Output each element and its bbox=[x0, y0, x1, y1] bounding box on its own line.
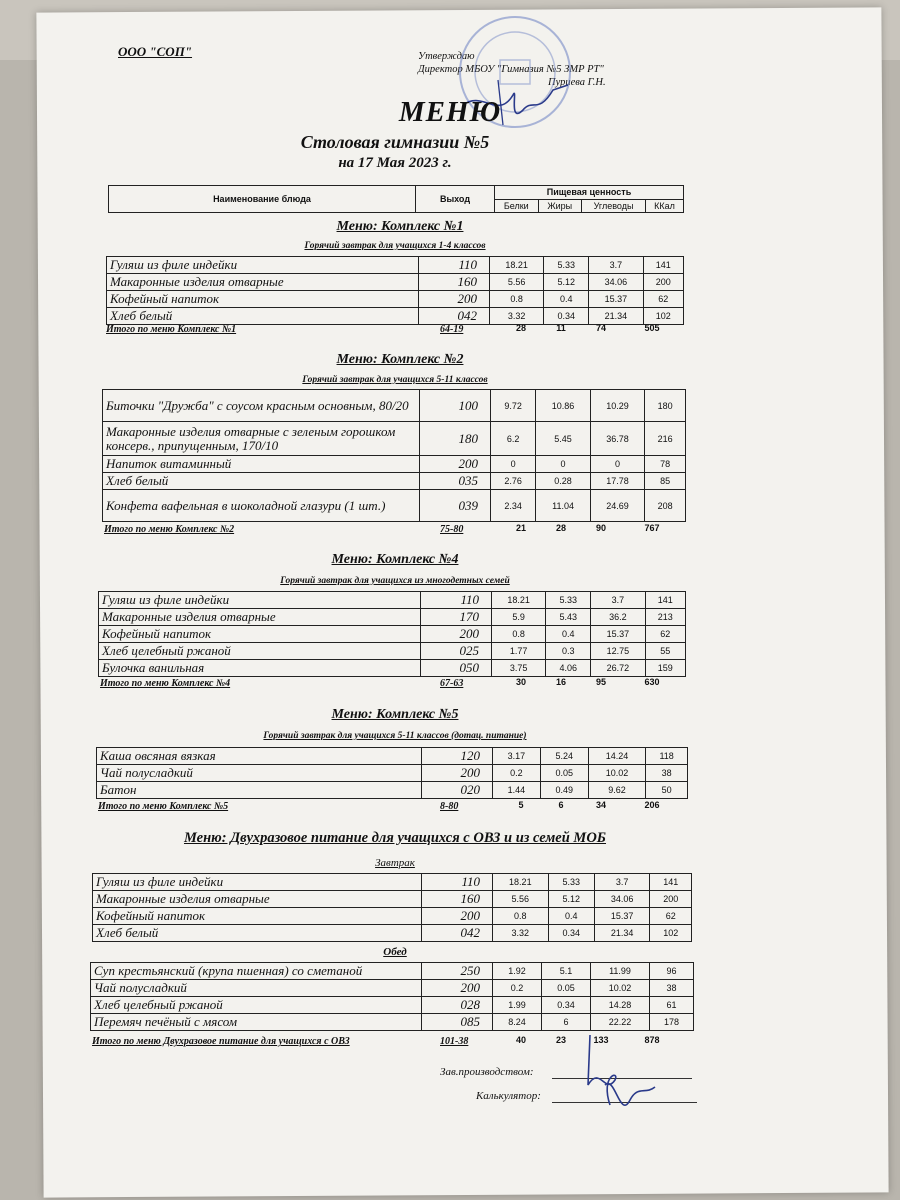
output-cell: 050 bbox=[421, 660, 492, 677]
table-row bbox=[91, 980, 694, 997]
section-title: Меню: Двухразовое питание для учащихся с ОВЗ и из семей МОБ bbox=[183, 830, 607, 846]
nutrition-cell: 200 bbox=[643, 274, 683, 291]
total-value: 630 bbox=[644, 677, 660, 687]
nutrition-cell: 178 bbox=[649, 1014, 693, 1031]
nutrition-cell: 0.4 bbox=[546, 626, 591, 643]
nutrition-cell: 14.28 bbox=[591, 997, 650, 1014]
table-row bbox=[93, 874, 692, 891]
header-col: Жиры bbox=[538, 199, 581, 213]
dish-name-cell: Макаронные изделия отварные bbox=[93, 891, 422, 908]
nutrition-cell: 15.37 bbox=[591, 626, 645, 643]
output-cell: 020 bbox=[422, 782, 493, 799]
nutrition-cell: 141 bbox=[650, 874, 692, 891]
dish-name-cell: Гуляш из филе индейки bbox=[107, 257, 419, 274]
nutrition-cell: 14.24 bbox=[588, 748, 646, 765]
total-value: 505 bbox=[644, 323, 660, 333]
total-value: 5 bbox=[518, 800, 524, 810]
dish-name-cell: Хлеб белый bbox=[93, 925, 422, 942]
nutrition-cell: 3.7 bbox=[594, 874, 650, 891]
menu-table bbox=[102, 389, 686, 522]
output-cell: 110 bbox=[422, 874, 493, 891]
nutrition-cell: 0.3 bbox=[546, 643, 591, 660]
header-col: Белки bbox=[495, 199, 539, 213]
output-cell: 039 bbox=[420, 490, 491, 522]
nutrition-cell: 36.2 bbox=[591, 609, 645, 626]
nutrition-cell: 200 bbox=[650, 891, 692, 908]
menu-table bbox=[90, 962, 694, 1031]
dish-name-cell: Макаронные изделия отварные bbox=[107, 274, 419, 291]
nutrition-cell: 36.78 bbox=[590, 422, 645, 456]
table-row bbox=[103, 422, 686, 456]
nutrition-cell: 26.72 bbox=[591, 660, 645, 677]
nutrition-cell: 5.43 bbox=[546, 609, 591, 626]
dish-name-cell: Хлеб целебный ржаной bbox=[99, 643, 421, 660]
output-cell: 085 bbox=[422, 1014, 493, 1031]
nutrition-cell: 2.76 bbox=[491, 473, 536, 490]
dish-name-cell: Гуляш из филе индейки bbox=[93, 874, 422, 891]
total-label: Итого по меню Комплекс №5 bbox=[98, 801, 229, 812]
nutrition-cell: 141 bbox=[645, 592, 685, 609]
nutrition-cell: 102 bbox=[643, 308, 683, 325]
header-output: Выход bbox=[416, 186, 495, 213]
nutrition-cell: 10.86 bbox=[536, 390, 591, 422]
dish-name-cell: Хлеб белый bbox=[107, 308, 419, 325]
nutrition-cell: 38 bbox=[646, 765, 688, 782]
nutrition-cell: 61 bbox=[649, 997, 693, 1014]
nutrition-cell: 24.69 bbox=[590, 490, 645, 522]
nutrition-cell: 78 bbox=[645, 456, 686, 473]
nutrition-cell: 1.77 bbox=[492, 643, 546, 660]
total-label: Итого по меню Комплекс №2 bbox=[104, 524, 235, 535]
nutrition-cell: 11.04 bbox=[536, 490, 591, 522]
nutrition-cell: 9.62 bbox=[588, 782, 646, 799]
output-cell: 042 bbox=[422, 925, 493, 942]
total-value: 95 bbox=[595, 677, 606, 687]
nutrition-cell: 3.7 bbox=[589, 257, 643, 274]
table-row bbox=[99, 626, 686, 643]
nutrition-cell: 102 bbox=[650, 925, 692, 942]
dish-name-cell: Хлеб белый bbox=[103, 473, 420, 490]
dish-name-cell: Напиток витаминный bbox=[103, 456, 420, 473]
dish-name-cell: Кофейный напиток bbox=[99, 626, 421, 643]
nutrition-cell: 213 bbox=[645, 609, 685, 626]
total-value: 21 bbox=[515, 523, 526, 533]
nutrition-cell: 159 bbox=[645, 660, 685, 677]
total-label: Итого по меню Комплекс №1 bbox=[106, 324, 237, 335]
table-row bbox=[91, 963, 694, 980]
nutrition-cell: 62 bbox=[650, 908, 692, 925]
nutrition-cell: 2.34 bbox=[491, 490, 536, 522]
total-value: 90 bbox=[595, 523, 606, 533]
total-values bbox=[502, 677, 682, 687]
nutrition-cell: 4.06 bbox=[546, 660, 591, 677]
nutrition-cell: 15.37 bbox=[594, 908, 650, 925]
header-nutrition: Пищевая ценность bbox=[495, 186, 684, 200]
nutrition-cell: 5.56 bbox=[493, 891, 549, 908]
nutrition-cell: 1.92 bbox=[493, 963, 542, 980]
nutrition-cell: 3.7 bbox=[591, 592, 645, 609]
output-cell: 200 bbox=[420, 456, 491, 473]
nutrition-cell: 0.34 bbox=[548, 925, 594, 942]
total-value: 11 bbox=[556, 323, 566, 333]
total-price: 8-80 bbox=[440, 801, 459, 812]
table-row bbox=[93, 908, 692, 925]
table-row bbox=[99, 660, 686, 677]
breakfast-label: Завтрак bbox=[375, 857, 415, 869]
header-table bbox=[108, 185, 684, 213]
table-row bbox=[103, 390, 686, 422]
nutrition-cell: 62 bbox=[643, 291, 683, 308]
nutrition-cell: 34.06 bbox=[589, 274, 643, 291]
output-cell: 200 bbox=[421, 626, 492, 643]
total-values bbox=[502, 800, 682, 810]
dish-name-cell: Биточки "Дружба" с соусом красным основным, 80/20 bbox=[103, 390, 420, 422]
nutrition-cell: 5.12 bbox=[548, 891, 594, 908]
output-cell: 160 bbox=[419, 274, 490, 291]
output-cell: 120 bbox=[422, 748, 493, 765]
nutrition-cell: 18.21 bbox=[490, 257, 544, 274]
nutrition-cell: 17.78 bbox=[590, 473, 645, 490]
output-cell: 200 bbox=[422, 765, 493, 782]
table-row bbox=[103, 456, 686, 473]
nutrition-cell: 10.29 bbox=[590, 390, 645, 422]
nutrition-cell: 8.24 bbox=[493, 1014, 542, 1031]
nutrition-cell: 15.37 bbox=[589, 291, 643, 308]
nutrition-cell: 5.56 bbox=[490, 274, 544, 291]
nutrition-cell: 10.02 bbox=[588, 765, 646, 782]
table-row bbox=[99, 609, 686, 626]
total-value: 40 bbox=[515, 1035, 526, 1045]
nutrition-cell: 1.99 bbox=[493, 997, 542, 1014]
dish-name-cell: Макаронные изделия отварные bbox=[99, 609, 421, 626]
total-value: 133 bbox=[593, 1035, 609, 1045]
nutrition-cell: 6 bbox=[542, 1014, 591, 1031]
total-value: 878 bbox=[644, 1035, 660, 1045]
output-cell: 170 bbox=[421, 609, 492, 626]
production-label: Зав.производством: bbox=[440, 1066, 534, 1078]
table-row bbox=[107, 274, 684, 291]
nutrition-cell: 216 bbox=[645, 422, 686, 456]
nutrition-cell: 0.34 bbox=[542, 997, 591, 1014]
nutrition-cell: 9.72 bbox=[491, 390, 536, 422]
nutrition-cell: 5.1 bbox=[542, 963, 591, 980]
nutrition-cell: 1.44 bbox=[493, 782, 541, 799]
nutrition-cell: 5.33 bbox=[546, 592, 591, 609]
header-dish: Наименование блюда bbox=[109, 186, 416, 213]
table-row bbox=[99, 592, 686, 609]
dish-name-cell: Чай полусладкий bbox=[91, 980, 422, 997]
nutrition-cell: 0.28 bbox=[536, 473, 591, 490]
total-label: Итого по меню Комплекс №4 bbox=[100, 678, 231, 689]
dish-name-cell: Хлеб целебный ржаной bbox=[91, 997, 422, 1014]
dish-name-cell: Конфета вафельная в шоколадной глазури (1 шт.) bbox=[103, 490, 420, 522]
total-price: 67-63 bbox=[440, 678, 464, 689]
dish-name-cell: Макаронные изделия отварные с зеленым горошком консерв., припущенным, 170/10 bbox=[103, 422, 420, 456]
dish-name-cell: Булочка ванильная bbox=[99, 660, 421, 677]
page-title: МЕНЮ bbox=[398, 96, 502, 128]
total-value: 28 bbox=[555, 523, 566, 533]
table-row bbox=[93, 925, 692, 942]
organization-name: ООО "СОП" bbox=[118, 44, 193, 59]
total-value: 6 bbox=[558, 800, 564, 810]
dish-name-cell: Гуляш из филе индейки bbox=[99, 592, 421, 609]
nutrition-cell: 3.32 bbox=[490, 308, 544, 325]
nutrition-cell: 0.2 bbox=[493, 765, 541, 782]
header-col: ККал bbox=[646, 199, 684, 213]
nutrition-cell: 3.17 bbox=[493, 748, 541, 765]
output-cell: 100 bbox=[420, 390, 491, 422]
nutrition-cell: 118 bbox=[646, 748, 688, 765]
nutrition-cell: 96 bbox=[649, 963, 693, 980]
nutrition-cell: 18.21 bbox=[492, 592, 546, 609]
nutrition-cell: 180 bbox=[645, 390, 686, 422]
section-subtitle: Горячий завтрак для учащихся 5-11 классов bbox=[302, 375, 488, 385]
nutrition-cell: 0.4 bbox=[544, 291, 589, 308]
table-row bbox=[91, 997, 694, 1014]
nutrition-cell: 5.33 bbox=[548, 874, 594, 891]
table-row bbox=[97, 748, 688, 765]
nutrition-cell: 12.75 bbox=[591, 643, 645, 660]
nutrition-cell: 5.12 bbox=[544, 274, 589, 291]
nutrition-cell: 6.2 bbox=[491, 422, 536, 456]
total-value: 16 bbox=[555, 677, 566, 687]
nutrition-cell: 21.34 bbox=[589, 308, 643, 325]
table-row bbox=[107, 257, 684, 274]
section-subtitle: Горячий завтрак для учащихся из многодетных семей bbox=[280, 576, 510, 586]
output-cell: 200 bbox=[419, 291, 490, 308]
total-value: 28 bbox=[515, 323, 526, 333]
nutrition-cell: 5.24 bbox=[540, 748, 588, 765]
nutrition-cell: 85 bbox=[645, 473, 686, 490]
lunch-label: Обед bbox=[383, 946, 407, 958]
nutrition-cell: 0.49 bbox=[540, 782, 588, 799]
dish-name-cell: Перемяч печёный с мясом bbox=[91, 1014, 422, 1031]
calculator-label: Калькулятор: bbox=[476, 1090, 541, 1102]
nutrition-cell: 0.34 bbox=[544, 308, 589, 325]
dish-name-cell: Каша овсяная вязкая bbox=[97, 748, 422, 765]
nutrition-cell: 5.33 bbox=[544, 257, 589, 274]
table-row bbox=[107, 291, 684, 308]
nutrition-cell: 0.2 bbox=[493, 980, 542, 997]
table-row bbox=[93, 891, 692, 908]
output-cell: 110 bbox=[419, 257, 490, 274]
output-cell: 025 bbox=[421, 643, 492, 660]
nutrition-cell: 38 bbox=[649, 980, 693, 997]
total-price: 64-19 bbox=[440, 324, 464, 335]
nutrition-cell: 0 bbox=[536, 456, 591, 473]
table-row bbox=[97, 782, 688, 799]
nutrition-cell: 34.06 bbox=[594, 891, 650, 908]
approval-line: Утверждаю bbox=[418, 51, 475, 62]
nutrition-cell: 21.34 bbox=[594, 925, 650, 942]
dish-name-cell: Кофейный напиток bbox=[93, 908, 422, 925]
dish-name-cell: Батон bbox=[97, 782, 422, 799]
output-cell: 042 bbox=[419, 308, 490, 325]
approval-director: Директор МБОУ "Гимназия №5 ЗМР РТ" bbox=[418, 64, 604, 75]
section-title: Меню: Комплекс №1 bbox=[336, 219, 464, 234]
nutrition-cell: 5.9 bbox=[492, 609, 546, 626]
page-subtitle: Столовая гимназии №5 bbox=[300, 132, 490, 152]
output-cell: 028 bbox=[422, 997, 493, 1014]
table-row bbox=[103, 473, 686, 490]
section-subtitle: Горячий завтрак для учащихся 5-11 классов (дотац. питание) bbox=[263, 731, 527, 741]
section-subtitle: Горячий завтрак для учащихся 1-4 классов bbox=[304, 241, 486, 251]
table-row bbox=[103, 490, 686, 522]
total-value: 34 bbox=[595, 800, 606, 810]
dish-name-cell: Суп крестьянский (крупа пшенная) со сметаной bbox=[91, 963, 422, 980]
nutrition-cell: 0 bbox=[590, 456, 645, 473]
nutrition-cell: 0.05 bbox=[542, 980, 591, 997]
dish-name-cell: Чай полусладкий bbox=[97, 765, 422, 782]
nutrition-cell: 3.75 bbox=[492, 660, 546, 677]
table-row bbox=[97, 765, 688, 782]
menu-date: на 17 Мая 2023 г. bbox=[338, 155, 452, 171]
total-value: 206 bbox=[644, 800, 660, 810]
output-cell: 250 bbox=[422, 963, 493, 980]
menu-table bbox=[92, 873, 692, 942]
table-row bbox=[107, 308, 684, 325]
nutrition-cell: 141 bbox=[643, 257, 683, 274]
dish-name-cell: Кофейный напиток bbox=[107, 291, 419, 308]
total-values bbox=[502, 323, 682, 333]
header-col: Углеводы bbox=[581, 199, 645, 213]
section-title: Меню: Комплекс №5 bbox=[331, 707, 459, 722]
menu-table bbox=[96, 747, 688, 799]
nutrition-cell: 11.99 bbox=[591, 963, 650, 980]
nutrition-cell: 55 bbox=[645, 643, 685, 660]
table-row bbox=[99, 643, 686, 660]
nutrition-cell: 0.8 bbox=[492, 626, 546, 643]
approval-name: Пуриева Г.Н. bbox=[548, 77, 606, 88]
nutrition-cell: 0.05 bbox=[540, 765, 588, 782]
output-cell: 035 bbox=[420, 473, 491, 490]
output-cell: 200 bbox=[422, 908, 493, 925]
nutrition-cell: 5.45 bbox=[536, 422, 591, 456]
menu-table bbox=[106, 256, 684, 325]
total-price: 75-80 bbox=[440, 524, 464, 535]
nutrition-cell: 3.32 bbox=[493, 925, 549, 942]
total-value: 74 bbox=[595, 323, 606, 333]
section-title: Меню: Комплекс №4 bbox=[331, 552, 459, 567]
total-value: 30 bbox=[515, 677, 526, 687]
handwritten-signature bbox=[560, 1025, 670, 1135]
total-price: 101-38 bbox=[440, 1036, 469, 1047]
menu-table bbox=[98, 591, 686, 677]
nutrition-cell: 0.4 bbox=[548, 908, 594, 925]
nutrition-cell: 50 bbox=[646, 782, 688, 799]
nutrition-cell: 22.22 bbox=[591, 1014, 650, 1031]
output-cell: 160 bbox=[422, 891, 493, 908]
nutrition-cell: 62 bbox=[645, 626, 685, 643]
output-cell: 110 bbox=[421, 592, 492, 609]
nutrition-cell: 0.8 bbox=[493, 908, 549, 925]
total-value: 767 bbox=[644, 523, 660, 533]
total-value: 23 bbox=[555, 1035, 566, 1045]
total-label: Итого по меню Двухразовое питание для учащихся с ОВЗ bbox=[92, 1036, 350, 1047]
total-values bbox=[502, 523, 682, 533]
nutrition-cell: 10.02 bbox=[591, 980, 650, 997]
section-title: Меню: Комплекс №2 bbox=[336, 352, 464, 367]
nutrition-cell: 18.21 bbox=[493, 874, 549, 891]
nutrition-cell: 0 bbox=[491, 456, 536, 473]
output-cell: 200 bbox=[422, 980, 493, 997]
nutrition-cell: 208 bbox=[645, 490, 686, 522]
output-cell: 180 bbox=[420, 422, 491, 456]
nutrition-cell: 0.8 bbox=[490, 291, 544, 308]
